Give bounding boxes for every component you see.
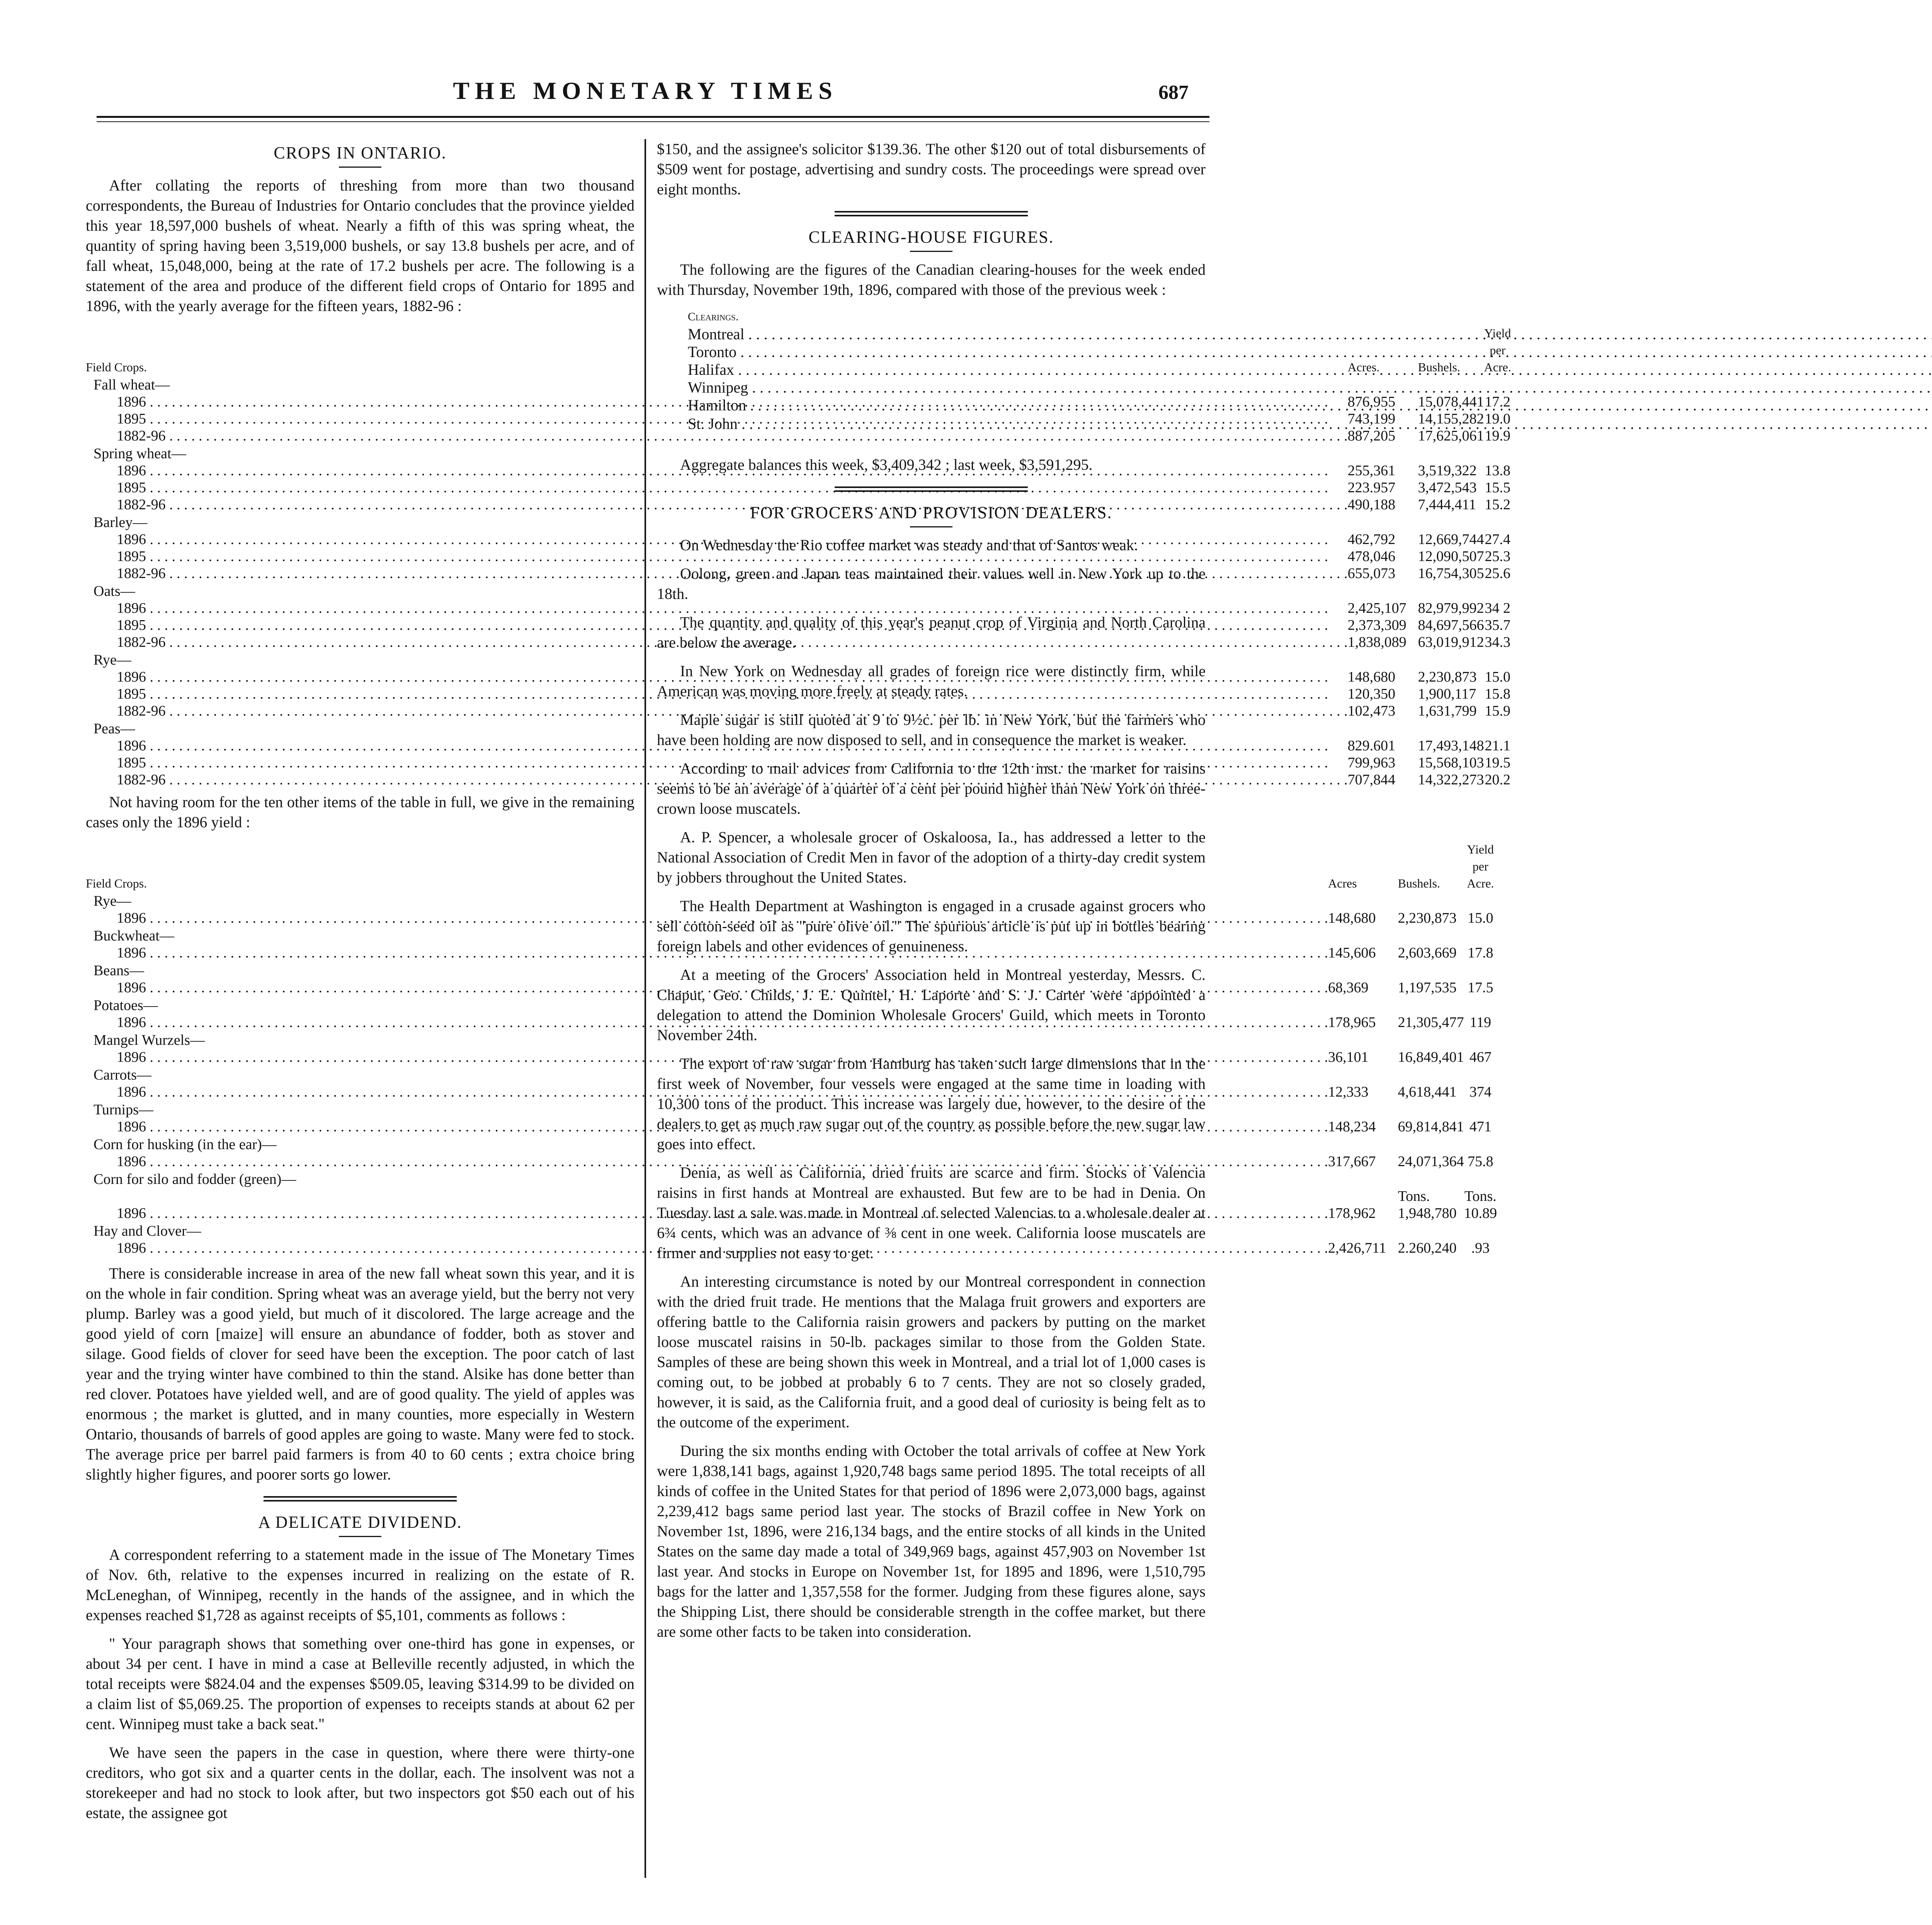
row-acres: 799,963 <box>1347 755 1396 771</box>
grocers-paragraph: The quantity and quality of this year's peanut crop of Virginia and North Carolina are below the average. <box>657 614 1206 651</box>
row-bushels: 16,849,401 <box>1398 1049 1464 1065</box>
row-bushels: 2,230,873 <box>1418 669 1477 685</box>
row-acres: 2,373,309 <box>1347 617 1406 633</box>
row-bushels: 12,090,507 <box>1418 548 1484 565</box>
grocers-paragraph: The Health Department at Washington is engaged in a crusade against grocers who sell cotton-seed oil as "pure olive oil." The spurious article is put up in bottles bearing foreign labels and other evidences of genuineness. <box>657 897 1206 955</box>
masthead-rule-thick <box>97 116 1209 118</box>
row-yield: 34 2 <box>1485 600 1510 616</box>
row-year-label: 1882-96 . . . <box>117 703 1348 719</box>
clearing-city <box>657 343 1932 361</box>
row-yield: 15.5 <box>1485 480 1510 496</box>
clearing-city-label: Halifax . . . <box>688 361 1932 378</box>
row-acres: 120,350 <box>1347 686 1396 702</box>
row-yield: .93 <box>1471 1240 1490 1256</box>
row-bushels: 15,078,441 <box>1418 394 1484 410</box>
row-bushels: 12,669,744 <box>1418 531 1484 548</box>
clearing-city <box>657 379 1932 396</box>
grocers-paragraph: Oolong, green and Japan teas maintained their values well in New York up to the 18th. <box>657 565 1206 602</box>
row-acres: 829.601 <box>1347 738 1396 754</box>
clearing-city-label: Montreal . . . <box>688 325 1932 343</box>
crop-group-name: Carrots— <box>94 1067 151 1083</box>
row-acres: 2,425,107 <box>1347 600 1406 616</box>
row-acres: 255,361 <box>1347 463 1396 479</box>
crop-group-name: Peas— <box>94 721 135 737</box>
row-year-label: 1895 . . . <box>117 480 1328 496</box>
row-year-label: 1882-96 . . . <box>117 565 1348 582</box>
grocers-paragraph: Denia, as well as California, dried fruits are scarce and firm. Stocks of Valencia raisins in first hands at Montreal are exhausted. But few are to be had in Denia. On Tuesday last a sale was made in Montreal of selected Valencias to a wholesale dealer at 6¾ cents, which was an advance of ⅜ cent in one week. California loose muscatels are firmer and supplies not easy to get. <box>657 1164 1206 1262</box>
row-bushels: 1,197,535 <box>1398 980 1457 996</box>
row-yield: 119 <box>1469 1014 1492 1031</box>
row-acres: 68,369 <box>1328 980 1369 996</box>
grocers-paragraph: On Wednesday the Rio coffee market was steady and that of Santos weak. <box>680 536 1138 554</box>
row-yield: 75.8 <box>1468 1153 1493 1170</box>
row-acres: 148,680 <box>1347 669 1396 685</box>
clearing-city <box>657 325 1932 343</box>
grocers-paragraph: An interesting circumstance is noted by our Montreal correspondent in connection with the dried fruit trade. He mentions that the Malaga fruit growers and exporters are offering battle to the California raisin growers and packers by putting on the market loose muscatel raisins in 50-lb. packages similar to those from the Golden State. Samples of these are being shown this week in Montreal, and a trial lot of 1,000 cases is coming out, to be jobbed at probably 6 to 7 cents. They are not so closely graded, however, it is said, as the California fruit, and a good deal of curiosity is being felt as to the outcome of the experiment. <box>657 1273 1206 1431</box>
row-bushels: 17,625,061 <box>1418 428 1484 444</box>
crop-group-name: Potatoes— <box>94 997 158 1014</box>
row-bushels: 84,697,566 <box>1418 617 1484 633</box>
row-acres: 317,667 <box>1328 1153 1376 1170</box>
table-row <box>657 325 1932 343</box>
row-acres: 2,426,711 <box>1328 1240 1386 1256</box>
row-yield: 17.5 <box>1468 980 1493 996</box>
row-yield: 19.0 <box>1485 411 1510 427</box>
crop-group-name: Turnips— <box>94 1102 153 1118</box>
row-acres: 743,199 <box>1347 411 1396 427</box>
row-acres: 490,188 <box>1347 497 1396 513</box>
table-row <box>657 396 1932 414</box>
col-header-field-crops: Field Crops. <box>86 876 147 890</box>
row-bushels: Tons. 1,948,780 <box>1398 1188 1457 1221</box>
dividend-continued: $150, and the assignee's solicitor $139.36. The other $120 out of total disbursements of $509 went for postage, advertising and sundry costs. The proceedings were spread over eight months. <box>657 140 1206 198</box>
row-acres: 1,838,089 <box>1347 634 1406 650</box>
right-column <box>657 139 1206 1650</box>
row-year-label: 1896 . . . <box>117 910 1328 926</box>
row-year-label: 1896 . . . <box>117 1049 1328 1065</box>
row-year-label: 1896 . . . <box>117 1240 1328 1256</box>
crop-group-name: Mangel Wurzels— <box>94 1032 205 1048</box>
row-yield: 25.6 <box>1485 565 1510 582</box>
row-acres: 102,473 <box>1347 703 1396 719</box>
clearing-city-label: St. John . . . <box>688 415 1932 432</box>
row-yield: 13.8 <box>1485 463 1510 479</box>
row-yield: 19.5 <box>1485 755 1510 771</box>
row-bushels: 2.260,240 <box>1398 1240 1457 1256</box>
row-yield: 15.0 <box>1485 669 1510 685</box>
grocers-heading: FOR GROCERS AND PROVISION DEALERS. <box>750 503 1112 522</box>
row-yield: 21.1 <box>1485 738 1510 754</box>
crop-group-name: Beans— <box>94 962 144 979</box>
totals-label-cell <box>657 433 1932 451</box>
row-yield: 15.9 <box>1485 703 1510 719</box>
masthead <box>93 73 1198 116</box>
row-yield: 25.3 <box>1485 548 1510 565</box>
row-year-label: 1895 . . . <box>117 686 1328 702</box>
grocers-paragraph: At a meeting of the Grocers' Association held in Montreal yesterday, Messrs. C. Chaput, Geo. Childs, J. E. Quintel, H. Laporte and S. J. Carter were appointed a delegation to attend the Dominion Wholesale Grocers' Guild, which meets in Toronto November 24th. <box>657 966 1206 1044</box>
clearing-city <box>657 361 1932 379</box>
row-year-label: 1882-96 . . . <box>117 428 1348 444</box>
row-bushels: 15,568,103 <box>1418 755 1484 771</box>
row-year-label: 1896 . . . <box>117 463 1328 479</box>
crops-intro: After collating the reports of threshing from more than two thousand correspondents, the Bureau of Industries for Ontario concludes that the province yielded this year 18,597,000 bushels of wheat. Nearly a fifth of this was spring wheat, the quantity of spring having been 3,519,000 bushels, or say 13.8 bushels per acre, and of fall wheat, 15,048,000, being at the rate of 17.2 bushels per acre. The following is a statement of the area and produce of the different field crops of Ontario for 1895 and 1896, with the yearly average for the fifteen years, 1882-96 : <box>86 177 634 315</box>
row-yield: 467 <box>1469 1049 1492 1065</box>
row-year-label: 1896 . . . <box>117 1084 1328 1100</box>
grocers-paragraph: During the six months ending with October the total arrivals of coffee at New York were 1,838,141 bags, against 1,920,748 bags same period 1895. The total receipts of all kinds of coffee in the United States for that period of 1896 were 2,073,000 bags, against 2,239,412 bags same period last year. The stocks of Brazil coffee in New York on November 1st, 1896, were 216,134 bags, and the entire stocks of all kinds in the United States on the same day made a total of 349,969 bags, against 457,903 on November 1st last year. And stocks in Europe on November 1st, for 1895 and 1896, were 1,510,795 bags for the latter and 1,357,558 for the former. Judging from these figures alone, says the Shipping List, there should be considerable strength in the coffee market, but there are some other facts to be taken into consideration. <box>657 1442 1206 1640</box>
row-acres: 145,606 <box>1328 945 1376 961</box>
section-divider <box>835 486 1028 492</box>
row-bushels: 69,814,841 <box>1398 1119 1464 1135</box>
crop-group-name: Corn for silo and fodder (green)— <box>94 1171 296 1187</box>
row-year-label: 1896 . . . <box>117 945 1328 961</box>
row-acres: 148,234 <box>1328 1119 1376 1135</box>
clearing-city-label: Winnipeg . . . <box>688 379 1932 396</box>
row-yield: 20.2 <box>1485 772 1510 788</box>
row-yield: 35.7 <box>1485 617 1510 633</box>
table-row <box>657 379 1932 396</box>
grocers-paragraph: In New York on Wednesday all grades of foreign rice were distinctly firm, while American was moving more freely at steady rates. <box>657 662 1206 700</box>
publication-title: THE MONETARY TIMES <box>453 77 838 104</box>
grocers-article <box>657 535 1206 1642</box>
table-row <box>657 343 1932 361</box>
row-yield: 34.3 <box>1485 634 1510 650</box>
crop-group-name: Oats— <box>94 583 135 599</box>
crops-closing: There is considerable increase in area of the new fall wheat sown this year, and it is on the whole in fair condition. Spring wheat was an average yield, but the berry not very plump. Barley was a good yield, but much of it discolored. The large acreage and the good yield of corn [maize] will ensure an abundance of fodder, both as stover and silage. Good fields of clover for seed have been the exception. The poor catch of last year and the trying winter have combined to thin the stand. Alsike has done better than red clover. Potatoes have yielded well, and are of good quality. The yield of apples was enormous ; the market is glutted, and in many counties, more especially in Western Ontario, thousands of barrels of good apples are going to waste. Many were fed to stock. The average price per barrel paid farmers is from 40 to 60 cents ; extra choice bring slightly higher figures, and poorer sorts go lower. <box>86 1265 634 1483</box>
col-header-yield: Yield per Acre. <box>1467 842 1494 890</box>
dividend-paragraph-2: " Your paragraph shows that something over one-third has gone in expenses, or about 34 per cent. I have in mind a case at Belleville recently adjusted, in which the total receipts were $824.04 and the expenses $509.05, leaving $314.99 to be divided on a claim list of $5,069.25. The proportion of expenses to receipts stands at about 62 per cent. Winnipeg must take a back seat." <box>86 1635 634 1733</box>
col-header-clearings: Clearings. <box>688 310 739 323</box>
row-year-label: 1896 . . . <box>117 394 1328 410</box>
col-header-bushels: Bushels. <box>1418 360 1460 374</box>
col-header-acres: Acres. <box>1347 360 1380 374</box>
row-yield: 15.0 <box>1468 910 1493 926</box>
row-year-label: 1895 . . . <box>117 548 1328 565</box>
row-bushels: 1,631,799 <box>1418 703 1477 719</box>
grocers-paragraph: Maple sugar is still quoted at 9 to 9½c. per lb. in New York, but the farmers who have been holding are now disposed to sell, and in consequence the market is weaker. <box>657 711 1206 748</box>
crop-group-name: Hay and Clover— <box>94 1223 201 1239</box>
row-bushels: 2,603,669 <box>1398 945 1457 961</box>
row-acres: 223.957 <box>1347 480 1396 496</box>
heading-rule <box>339 167 381 168</box>
row-yield: 17.8 <box>1468 945 1493 961</box>
row-bushels: 14,155,282 <box>1418 411 1484 427</box>
row-acres: 478,046 <box>1347 548 1396 565</box>
grocers-paragraph: The export of raw sugar from Hamburg has taken such large dimensions that in the first week of November, four vessels were engaged at the same time in loading with 10,300 tons of the product. This increase was largely due, however, to the desire of the dealers to get as much raw sugar out of the country as possible before the new sugar law goes into effect. <box>657 1055 1206 1153</box>
heading-rule <box>339 1536 381 1537</box>
col-header-bushels: Bushels. <box>1398 876 1440 890</box>
row-acres: 178,962 <box>1328 1205 1376 1221</box>
table-row <box>657 414 1932 433</box>
row-year-label: 1896 . . . <box>117 531 1328 548</box>
row-acres: 462,792 <box>1347 531 1396 548</box>
crop-group-name: Rye— <box>94 652 131 668</box>
section-divider <box>264 1496 457 1502</box>
row-year-label: 1896 . . . <box>117 669 1328 685</box>
row-bushels: 4,618,441 <box>1398 1084 1457 1100</box>
dividend-paragraph-3: We have seen the papers in the case in question, where there were thirty-one creditors, who got six and a quarter cents in the dollar, each. The insolvent was not a storekeeper and had no stock to look after, but two inspectors got $50 each out of his estate, the assignee got <box>86 1744 634 1821</box>
clearing-intro: The following are the figures of the Canadian clearing-houses for the week ended with Thursday, November 19th, 1896, compared with those of the previous week : <box>657 261 1206 298</box>
clearing-city-label: Toronto . . . <box>688 343 1932 361</box>
crops-between-text: Not having room for the ten other items of the table in full, we give in the remaining cases only the 1896 yield : <box>86 793 634 831</box>
page-number: 687 <box>1158 82 1189 104</box>
row-year-label: 1896 . . . <box>117 980 1328 996</box>
crop-group-name: Rye— <box>94 893 131 909</box>
row-yield: 19.9 <box>1485 428 1510 444</box>
dividend-paragraph-1: A correspondent referring to a statement made in the issue of The Monetary Times of Nov. 6th, relative to the expenses incurred in realizing on the estate of R. McLeneghan, of Winnipeg, recently in the hands of the assignee, and in which the expenses reached $1,728 as against receipts of $5,101, comments as follows : <box>86 1546 634 1624</box>
row-bushels: 1,900,117 <box>1418 686 1476 702</box>
clearing-table <box>657 308 1932 451</box>
masthead-rule-thin <box>97 121 1209 122</box>
clearing-city <box>657 396 1932 414</box>
row-year-label: 1896 . . . <box>117 1014 1328 1031</box>
col-header-yield: Yield per Acre. <box>1484 326 1511 374</box>
row-bushels: 3,519,322 <box>1418 463 1477 479</box>
crop-group-name: Fall wheat— <box>94 377 170 393</box>
row-year-label: 1895 . . . <box>117 617 1328 633</box>
row-year-label: 1896 . . . <box>117 1153 1328 1170</box>
row-bushels: 17,493,148 <box>1418 738 1484 754</box>
row-year-label: 1896 . . . <box>117 600 1328 616</box>
row-acres: 148,680 <box>1328 910 1376 926</box>
crops-heading: CROPS IN ONTARIO. <box>274 143 447 162</box>
row-yield: 15.2 <box>1485 497 1510 513</box>
row-yield: 15.8 <box>1485 686 1510 702</box>
row-bushels: 2,230,873 <box>1398 910 1457 926</box>
row-yield: Tons. 10.89 <box>1464 1188 1497 1221</box>
table-row <box>657 361 1932 379</box>
row-year-label: 1896 . . . <box>117 738 1328 754</box>
row-year-label: 1895 . . . <box>117 755 1328 771</box>
row-bushels: 7,444,411 <box>1418 497 1476 513</box>
clearing-aggregate: Aggregate balances this week, $3,409,342 ; last week, $3,591,295. <box>680 456 1093 473</box>
grocers-paragraph: A. P. Spencer, a wholesale grocer of Oskaloosa, Ia., has addressed a letter to the National Association of Credit Men in favor of the adoption of a thirty-day credit system by jobbers throughout the United States. <box>657 828 1206 886</box>
clearing-heading: CLEARING-HOUSE FIGURES. <box>808 228 1054 247</box>
row-bushels: 14,322,273 <box>1418 772 1484 788</box>
row-bushels: 3,472,543 <box>1418 480 1477 496</box>
row-acres: 707,844 <box>1347 772 1396 788</box>
row-acres: 655,073 <box>1347 565 1396 582</box>
row-yield: 17.2 <box>1485 394 1510 410</box>
crop-group-name: Buckwheat— <box>94 928 174 944</box>
grocers-paragraph: According to mail advices from California to the 12th inst. the market for raisins seems to be an average of a quarter of a cent per pound higher than New York on three-crown loose muscatels. <box>657 760 1206 817</box>
row-yield: 27.4 <box>1485 531 1510 548</box>
row-yield: 471 <box>1469 1119 1492 1135</box>
row-bushels: 21,305,477 <box>1398 1014 1464 1031</box>
section-divider <box>835 211 1028 216</box>
row-year-label: 1882-96 . . . <box>117 634 1348 650</box>
row-year-label: 1896 . . . <box>117 1205 1328 1221</box>
dividend-heading: A DELICATE DIVIDEND. <box>258 1513 462 1532</box>
row-year-label: 1882-96 . . . <box>117 497 1348 513</box>
row-bushels: 82,979,992 <box>1418 600 1484 616</box>
row-acres: 178,965 <box>1328 1014 1376 1031</box>
row-bushels: 16,754,305 <box>1418 565 1484 582</box>
heading-rule <box>910 526 952 527</box>
col-header-field-crops: Field Crops. <box>86 360 147 374</box>
crop-group-name: Barley— <box>94 514 148 531</box>
row-acres: 887,205 <box>1347 428 1396 444</box>
crop-group-name: Spring wheat— <box>94 446 186 462</box>
crop-group-name: Corn for husking (in the ear)— <box>94 1136 277 1153</box>
heading-rule <box>910 251 952 252</box>
row-acres: 876,955 <box>1347 394 1396 410</box>
row-acres: 12,333 <box>1328 1084 1369 1100</box>
clearing-city-label: Hamilton . . . <box>688 396 1932 414</box>
row-year-label: 1895 . . . <box>117 411 1328 427</box>
row-year-label: 1882-96 . . . <box>117 772 1348 788</box>
col-header-acres: Acres <box>1328 876 1357 890</box>
clearing-city <box>657 414 1932 433</box>
row-year-label: 1896 . . . <box>117 1119 1328 1135</box>
row-bushels: 63,019,912 <box>1418 634 1484 650</box>
row-bushels: 24,071,364 <box>1398 1153 1464 1170</box>
row-acres: 36,101 <box>1328 1049 1369 1065</box>
row-yield: 374 <box>1469 1084 1492 1100</box>
